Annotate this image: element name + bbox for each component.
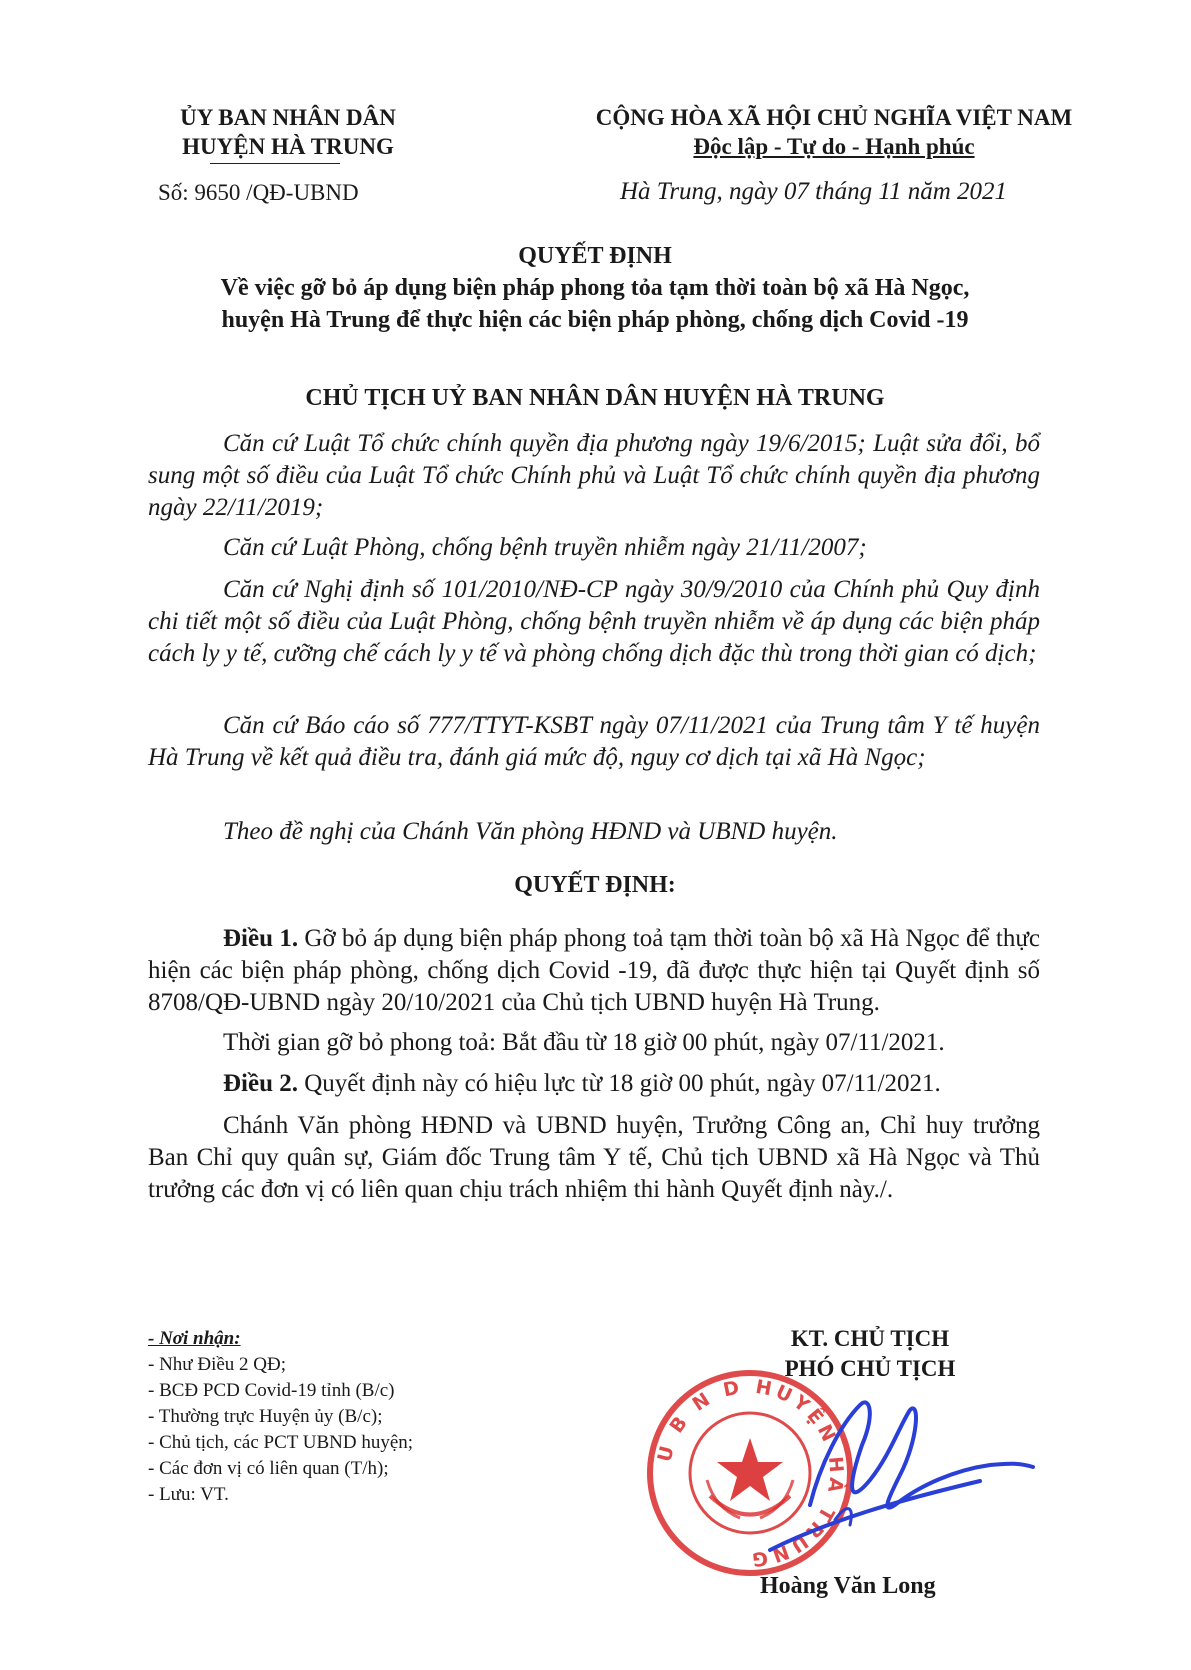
place-date: Hà Trung, ngày 07 tháng 11 năm 2021 xyxy=(620,178,1008,205)
legal-basis-1: Căn cứ Luật Tổ chức chính quyền địa phương ngày 19/6/2015; Luật sửa đổi, bổ sung một số điều của Luật Tổ chức Chính phủ và Luật Tổ chức chính quyền địa phương ngày 22/11/2019; xyxy=(148,430,1040,521)
doc-number: Số: 9650 /QĐ-UBND xyxy=(158,180,359,205)
decision-title xyxy=(150,240,1040,336)
recipient-item: - Chủ tịch, các PCT UBND huyện; xyxy=(148,1432,414,1453)
article-1-time: Thời gian gỡ bỏ phong toả: Bắt đầu từ 18 giờ 00 phút, ngày 07/11/2021. xyxy=(223,1029,945,1056)
agency-line1: ỦY BAN NHÂN DÂN xyxy=(180,105,396,130)
recipients-list xyxy=(148,1326,478,1508)
handwritten-signature-icon xyxy=(750,1385,1050,1560)
sign-line2: PHÓ CHỦ TỊCH xyxy=(784,1356,956,1381)
decision-type: QUYẾT ĐỊNH xyxy=(518,243,672,269)
signer-name: Hoàng Văn Long xyxy=(760,1573,936,1599)
national-motto: Độc lập - Tự do - Hạnh phúc xyxy=(693,134,975,159)
issuing-agency xyxy=(148,103,428,161)
national-header xyxy=(578,103,1090,161)
legal-basis-3: Căn cứ Nghị định số 101/2010/NĐ-CP ngày 30/9/2010 của Chính phủ Quy định chi tiết một số điều của Luật Phòng, chống bệnh truyền nhiễm về áp dụng các biện pháp cách ly y tế, cưỡng chế cách ly y tế và phòng chống dịch đặc thù trong thời gian có dịch; xyxy=(148,576,1040,667)
subject-line1: Về việc gỡ bỏ áp dụng biện pháp phong tỏa tạm thời toàn bộ xã Hà Ngọc, xyxy=(220,275,970,301)
agency-underline xyxy=(210,163,340,164)
legal-basis-5: Theo đề nghị của Chánh Văn phòng HĐND và UBND huyện. xyxy=(223,818,838,845)
subject-line2: huyện Hà Trung để thực hiện các biện pháp phòng, chống dịch Covid -19 xyxy=(221,307,969,333)
issuing-authority: CHỦ TỊCH UỶ BAN NHÂN DÂN HUYỆN HÀ TRUNG xyxy=(305,385,885,411)
recipients-heading: - Nơi nhận: xyxy=(148,1328,241,1349)
legal-basis-2: Căn cứ Luật Phòng, chống bệnh truyền nhiễm ngày 21/11/2007; xyxy=(223,534,867,561)
article-1: Điều 1. Gỡ bỏ áp dụng biện pháp phong toả tạm thời toàn bộ xã Hà Ngọc để thực hiện các biện pháp phòng, chống dịch Covid -19, đã được thực hiện tại Quyết định số 8708/QĐ-UBND ngày 20/10/2021 của Chủ tịch UBND huyện Hà Trung. xyxy=(148,925,1041,1016)
sign-line1: KT. CHỦ TỊCH xyxy=(790,1326,950,1351)
recipient-item: - Các đơn vị có liên quan (T/h); xyxy=(148,1458,389,1479)
decision-heading: QUYẾT ĐỊNH: xyxy=(514,872,676,898)
article-2: Điều 2. Quyết định này có hiệu lực từ 18 giờ 00 phút, ngày 07/11/2021. xyxy=(223,1070,941,1097)
agency-line2: HUYỆN HÀ TRUNG xyxy=(182,134,394,159)
legal-basis-4: Căn cứ Báo cáo số 777/TTYT-KSBT ngày 07/11/2021 của Trung tâm Y tế huyện Hà Trung về kết quả điều tra, đánh giá mức độ, nguy cơ dịch tại xã Hà Ngọc; xyxy=(148,712,1040,771)
recipient-item: - BCĐ PCD Covid-19 tỉnh (B/c) xyxy=(148,1380,395,1401)
seal-text: U B N D HUYỆN HÀ TRUNG xyxy=(653,1375,848,1571)
nation-name: CỘNG HÒA XÃ HỘI CHỦ NGHĨA VIỆT NAM xyxy=(595,105,1073,130)
recipient-item: - Lưu: VT. xyxy=(148,1484,229,1505)
recipient-item: - Như Điều 2 QĐ; xyxy=(148,1354,287,1375)
article-3: Chánh Văn phòng HĐND và UBND huyện, Trưởng Công an, Chỉ huy trưởng Ban Chỉ quy quân sự, Giám đốc Trung tâm Y tế, Chủ tịch UBND xã Hà Ngọc và Thủ trưởng các đơn vị có liên quan chịu trách nhiệm thi hành Quyết định này./. xyxy=(148,1112,1040,1203)
recipient-item: - Thường trực Huyện ủy (B/c); xyxy=(148,1406,383,1427)
